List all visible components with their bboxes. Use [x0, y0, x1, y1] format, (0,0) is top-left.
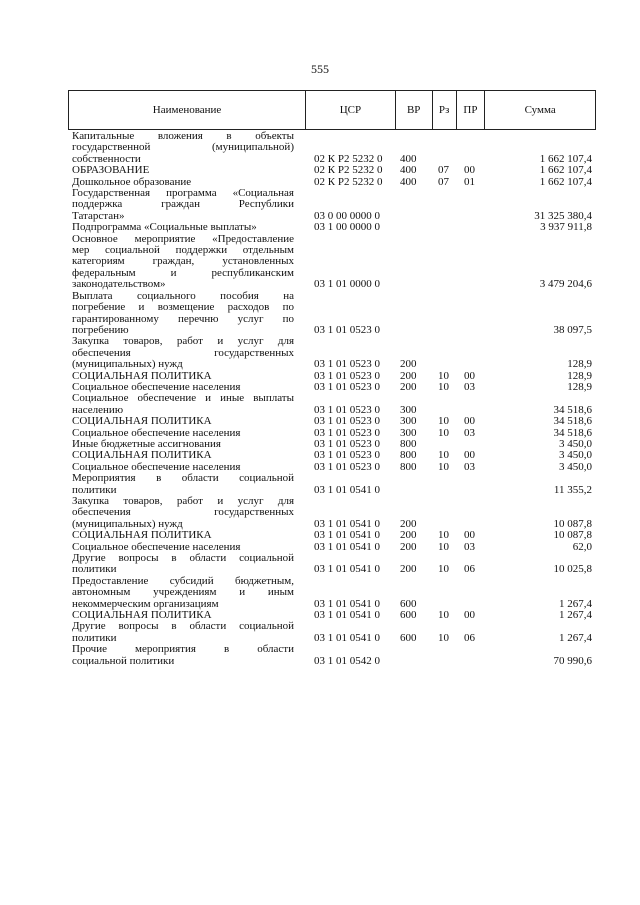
row-name-line: законодательством»: [72, 278, 166, 291]
row-vr: 300: [400, 415, 417, 428]
row-name-line: СОЦИАЛЬНАЯ ПОЛИТИКА: [72, 415, 212, 428]
row-name: [72, 165, 300, 176]
row-name-line: автономным учреждениям и иным: [72, 586, 294, 599]
row-name-line: политики: [72, 563, 117, 576]
row-vr: 800: [400, 437, 417, 450]
row-csr: 03 1 01 0523 0: [314, 415, 380, 428]
row-name-line: некоммерческим организациям: [72, 597, 219, 610]
row-name-line: гарантированному перечню услуг по: [72, 312, 294, 325]
row-name-line: Закупка товаров, работ и услуг для: [72, 335, 294, 348]
row-sum: 1 267,4: [559, 609, 592, 622]
row-name-line: Мероприятия в области социальной: [72, 472, 294, 485]
table-row: [72, 165, 592, 176]
table-row: [72, 393, 592, 416]
row-name-line: Подпрограмма «Социальные выплаты»: [72, 221, 257, 234]
row-csr: 03 1 01 0523 0: [314, 426, 380, 439]
row-name-line: Предоставление субсидий бюджетным,: [72, 574, 294, 587]
row-vr: 400: [400, 164, 417, 177]
row-vr: 300: [400, 426, 417, 439]
row-vr: 200: [400, 540, 417, 553]
row-name-line: Капитальные вложения в объекты: [72, 130, 294, 142]
row-sum: 10 087,8: [553, 517, 592, 530]
row-rz: 10: [438, 563, 449, 576]
row-name-line: государственной (муниципальной): [72, 141, 294, 154]
row-name-line: погребению: [72, 323, 129, 336]
row-vr: 600: [400, 597, 417, 610]
header-pr: ПР: [457, 91, 486, 129]
row-name: [72, 336, 300, 370]
table-row: [72, 644, 592, 667]
header-name: Наименование: [69, 91, 306, 129]
row-name-line: населению: [72, 403, 124, 416]
table-row: [72, 131, 592, 165]
row-csr: 02 К Р2 5232 0: [314, 164, 383, 177]
row-rz: 10: [438, 609, 449, 622]
row-csr: 03 1 01 0523 0: [314, 460, 380, 473]
table-row: [72, 234, 592, 291]
row-pr: 03: [464, 540, 475, 553]
row-name: [72, 222, 300, 233]
row-name-line: (муниципальных) нужд: [72, 517, 183, 530]
row-csr: 03 1 01 0541 0: [314, 529, 380, 542]
row-rz: 10: [438, 449, 449, 462]
row-name-line: политики: [72, 631, 117, 644]
table-row: [72, 496, 592, 530]
row-rz: 10: [438, 460, 449, 473]
row-vr: 600: [400, 609, 417, 622]
table-body: [72, 131, 592, 667]
table-row: [72, 222, 592, 233]
row-name: [72, 131, 300, 165]
row-name-line: СОЦИАЛЬНАЯ ПОЛИТИКА: [72, 529, 212, 542]
row-name-line: Социальное обеспечение населения: [72, 460, 241, 473]
header-sum: Сумма: [524, 104, 556, 116]
row-name-line: Прочие мероприятия в области: [72, 643, 294, 656]
table-row: [72, 336, 592, 370]
row-name-line: Другие вопросы в области социальной: [72, 620, 294, 633]
row-vr: 200: [400, 369, 417, 382]
row-sum: 3 450,0: [559, 460, 592, 473]
row-sum: 34 518,6: [553, 415, 592, 428]
row-name: [72, 393, 300, 416]
row-name: [72, 416, 300, 427]
row-vr: 400: [400, 152, 417, 165]
table-row: [72, 473, 592, 496]
row-sum: 10 087,8: [553, 529, 592, 542]
row-name-line: Социальное обеспечение населения: [72, 380, 241, 393]
row-rz: 10: [438, 426, 449, 439]
header-csr: ЦСР: [306, 91, 396, 129]
row-pr: 03: [464, 460, 475, 473]
row-name: [72, 553, 300, 576]
row-sum: 3 450,0: [559, 437, 592, 450]
row-name-line: СОЦИАЛЬНАЯ ПОЛИТИКА: [72, 369, 212, 382]
row-name-line: СОЦИАЛЬНАЯ ПОЛИТИКА: [72, 449, 212, 462]
row-csr: 03 1 00 0000 0: [314, 221, 380, 234]
row-csr: 03 1 01 0541 0: [314, 517, 380, 530]
row-name: [72, 530, 300, 541]
table-row: [72, 621, 592, 644]
row-pr: 00: [464, 369, 475, 382]
row-pr: 03: [464, 380, 475, 393]
row-sum: 128,9: [567, 380, 592, 393]
table-row: [72, 291, 592, 337]
row-name: [72, 621, 300, 644]
row-csr: 03 1 01 0541 0: [314, 540, 380, 553]
row-name: [72, 496, 300, 530]
row-rz: 10: [438, 369, 449, 382]
row-csr: 03 1 01 0541 0: [314, 483, 380, 496]
row-pr: 06: [464, 563, 475, 576]
row-pr: 00: [464, 415, 475, 428]
row-pr: 00: [464, 449, 475, 462]
table-header: [68, 90, 596, 130]
page-number: 555: [311, 62, 329, 76]
row-csr: 03 1 01 0541 0: [314, 609, 380, 622]
row-name-line: Иные бюджетные ассигнования: [72, 437, 221, 450]
row-name-line: политики: [72, 483, 117, 496]
row-csr: 03 1 01 0523 0: [314, 323, 380, 336]
row-rz: 07: [438, 175, 449, 188]
row-vr: 400: [400, 175, 417, 188]
row-name-line: собственности: [72, 152, 141, 165]
row-name-line: обеспечения государственных: [72, 506, 294, 519]
table-row: [72, 416, 592, 427]
row-vr: 800: [400, 460, 417, 473]
row-name: [72, 644, 300, 667]
row-name: [72, 576, 300, 610]
row-sum: 31 325 380,4: [534, 209, 592, 222]
row-name-line: погребение и возмещение расходов по: [72, 301, 294, 314]
row-pr: 06: [464, 631, 475, 644]
row-csr: 03 1 01 0523 0: [314, 437, 380, 450]
row-name-line: (муниципальных) нужд: [72, 358, 183, 371]
table-row: [72, 530, 592, 541]
row-name: [72, 234, 300, 291]
row-name-line: Закупка товаров, работ и услуг для: [72, 495, 294, 507]
row-vr: 200: [400, 529, 417, 542]
header-rz: Рз: [433, 91, 457, 129]
row-vr: 300: [400, 403, 417, 416]
row-sum: 1 662 107,4: [539, 164, 592, 177]
row-csr: 03 1 01 0542 0: [314, 654, 380, 667]
row-name-line: Основное мероприятие «Предоставление: [72, 232, 294, 245]
row-vr: 200: [400, 380, 417, 393]
table-row: [72, 553, 592, 576]
row-csr: 03 1 01 0523 0: [314, 358, 380, 371]
row-sum: 10 025,8: [553, 563, 592, 576]
row-csr: 03 1 01 0541 0: [314, 631, 380, 644]
row-name: [72, 291, 300, 337]
row-name-line: Другие вопросы в области социальной: [72, 552, 294, 565]
row-vr: 800: [400, 449, 417, 462]
row-pr: 00: [464, 164, 475, 177]
row-vr: 200: [400, 517, 417, 530]
row-pr: 01: [464, 175, 475, 188]
row-name-line: мер социальной поддержки отдельным: [72, 244, 294, 257]
row-sum: 3 479 204,6: [539, 278, 592, 291]
row-rz: 10: [438, 540, 449, 553]
row-name-line: Социальное обеспечение населения: [72, 540, 241, 553]
row-sum: 3 450,0: [559, 449, 592, 462]
row-rz: 07: [438, 164, 449, 177]
row-name: [72, 473, 300, 496]
row-sum: 38 097,5: [553, 323, 592, 336]
row-sum: 3 937 911,8: [540, 221, 592, 234]
row-sum: 70 990,6: [553, 654, 592, 667]
row-name-line: Татарстан»: [72, 209, 125, 222]
row-rz: 10: [438, 415, 449, 428]
row-rz: 10: [438, 631, 449, 644]
row-name: [72, 188, 300, 222]
row-csr: 03 1 01 0541 0: [314, 597, 380, 610]
row-name-line: ОБРАЗОВАНИЕ: [72, 164, 150, 177]
row-sum: 1 662 107,4: [539, 175, 592, 188]
row-pr: 00: [464, 529, 475, 542]
row-csr: 03 0 00 0000 0: [314, 209, 380, 222]
row-name-line: Дошкольное образование: [72, 175, 192, 188]
row-csr: 03 1 01 0000 0: [314, 278, 380, 291]
row-sum: 1 662 107,4: [539, 152, 592, 165]
table-row: [72, 576, 592, 610]
row-sum: 11 355,2: [553, 483, 592, 496]
row-name-line: обеспечения государственных: [72, 346, 294, 359]
table-row: [72, 188, 592, 222]
row-name-line: Государственная программа «Социальная: [72, 187, 294, 200]
row-sum: 128,9: [567, 369, 592, 382]
row-csr: 02 К Р2 5232 0: [314, 152, 383, 165]
row-vr: 600: [400, 631, 417, 644]
row-name-line: категориям граждан, установленных: [72, 255, 294, 268]
row-sum: 1 267,4: [559, 631, 592, 644]
row-sum: 34 518,6: [553, 403, 592, 416]
row-pr: 03: [464, 426, 475, 439]
row-sum: 34 518,6: [553, 426, 592, 439]
row-rz: 10: [438, 380, 449, 393]
row-csr: 03 1 01 0523 0: [314, 369, 380, 382]
row-vr: 200: [400, 563, 417, 576]
row-name-line: Выплата социального пособия на: [72, 289, 294, 302]
row-name-line: Социальное обеспечение и иные выплаты: [72, 392, 294, 405]
row-vr: 200: [400, 358, 417, 371]
row-csr: 03 1 01 0523 0: [314, 403, 380, 416]
row-pr: 00: [464, 609, 475, 622]
row-csr: 03 1 01 0523 0: [314, 449, 380, 462]
row-csr: 03 1 01 0541 0: [314, 563, 380, 576]
row-rz: 10: [438, 529, 449, 542]
header-vr: ВР: [396, 91, 433, 129]
row-name-line: СОЦИАЛЬНАЯ ПОЛИТИКА: [72, 609, 212, 622]
row-csr: 02 К Р2 5232 0: [314, 175, 383, 188]
row-name-line: Социальное обеспечение населения: [72, 426, 241, 439]
row-name-line: социальной политики: [72, 654, 175, 667]
row-name-line: поддержка граждан Республики: [72, 198, 294, 211]
row-csr: 03 1 01 0523 0: [314, 380, 380, 393]
row-name-line: федеральным и республиканским: [72, 266, 294, 279]
row-sum: 1 267,4: [559, 597, 592, 610]
row-sum: 128,9: [567, 358, 592, 371]
row-sum: 62,0: [572, 540, 592, 553]
